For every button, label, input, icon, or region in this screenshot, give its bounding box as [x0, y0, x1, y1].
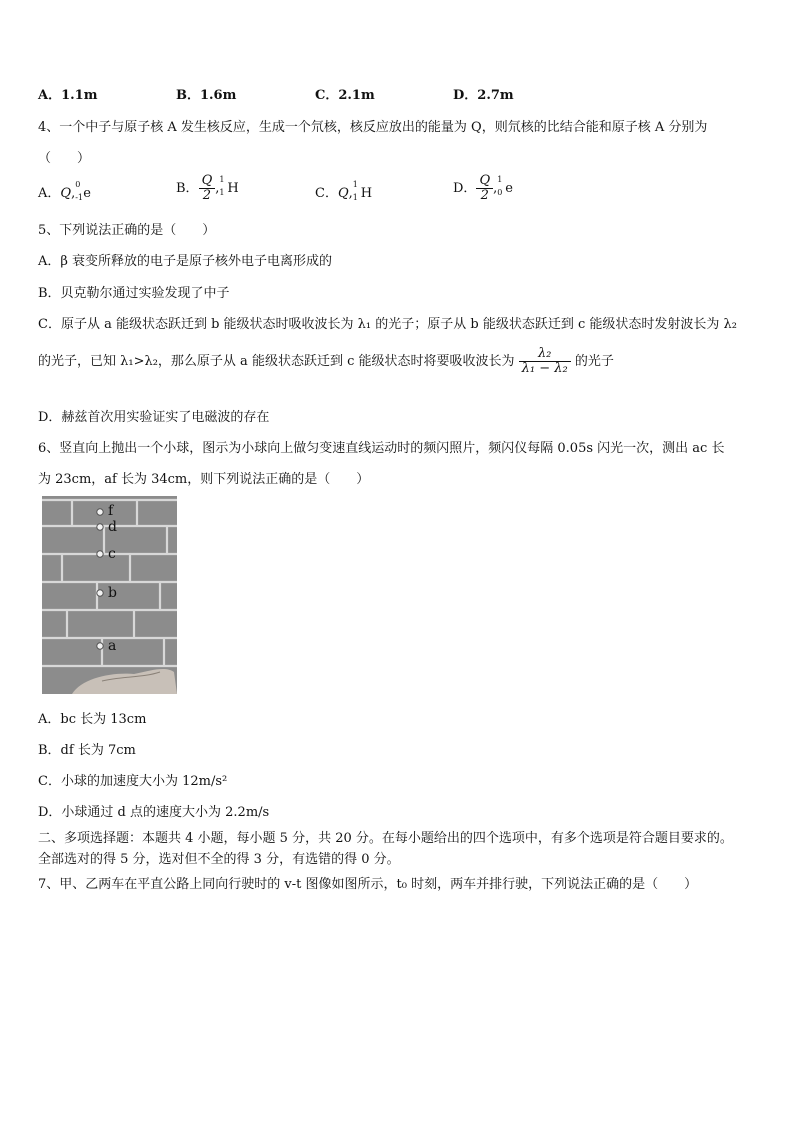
- section2-line1: 二、多项选择题：本题共 4 小题，每小题 5 分，共 20 分。在每小题给出的四个选项中，有多个选项是符合题目要求的。: [38, 831, 733, 846]
- q5-option-b: B．贝克勒尔通过实验发现了中子: [38, 286, 230, 301]
- proton-symbol: 1 1 H: [219, 175, 239, 197]
- point-label-d: d: [108, 519, 117, 535]
- q4-option-c: C．Q, 1 1 H: [315, 180, 373, 202]
- q4-option-d: D． $\frac{Q}{2}$ , 1 0 e: [453, 173, 513, 203]
- q4-stem: 4、一个中子与原子核 A 发生核反应，生成一个氘核，核反应放出的能量为 Q，则氘核的比结合能和原子核 A 分别为: [38, 120, 708, 135]
- q6-option-a: A．bc 长为 13cm: [38, 712, 147, 727]
- q5-option-c-line1: C．原子从 a 能级状态跃迁到 b 能级状态时吸收波长为 λ₁ 的光子；原子从 b 能级状态跃迁到 c 能级状态时发射波长为 λ₂: [38, 317, 737, 332]
- wavelength-fraction: $\frac{\text{λ₂}}{\text{λ₁ − λ₂}}$: [519, 347, 571, 376]
- q4-option-b: B． $\frac{Q}{2}$ , 1 1 H: [176, 173, 239, 203]
- q5-option-d: D．赫兹首次用实验证实了电磁波的存在: [38, 410, 270, 425]
- q6-option-b: B．df 长为 7cm: [38, 743, 136, 758]
- section2-line2: 全部选对的得 5 分，选对但不全的得 3 分，有选错的得 0 分。: [38, 852, 400, 867]
- q4-option-a: A．Q, 0 -1 e: [38, 180, 91, 202]
- q3-option-c: C．2.1m: [315, 88, 375, 103]
- q3-option-d: D．2.7m: [453, 88, 514, 103]
- q5-option-c-line2: 的光子，已知 λ₁>λ₂，那么原子从 a 能级状态跃迁到 c 能级状态时将要吸收波长为 $\frac{\text{λ₂}}{\text{λ₁ − λ₂}}$ 的光子: [38, 346, 614, 376]
- q3-option-b: B．1.6m: [176, 88, 237, 103]
- q3-options: [38, 84, 758, 102]
- q5-option-a: A．β 衰变所释放的电子是原子核外电子电离形成的: [38, 254, 333, 269]
- q6-option-c: C．小球的加速度大小为 12m/s²: [38, 774, 228, 789]
- strobe-photo: [42, 496, 177, 694]
- q-over-2-fraction: $\frac{Q}{2}$: [199, 174, 216, 203]
- q-over-2-fraction: $\frac{Q}{2}$: [476, 174, 493, 203]
- electron-symbol: 0 -1 e: [75, 180, 91, 202]
- q4-blank: （ ）: [38, 151, 91, 166]
- q4-options: [38, 174, 758, 208]
- point-label-f: f: [108, 503, 114, 519]
- q7-stem: 7、甲、乙两车在平直公路上同向行驶时的 v-t 图像如图所示，t₀ 时刻，两车并排行驶，下列说法正确的是（ ）: [38, 877, 698, 892]
- q6-option-d: D．小球通过 d 点的速度大小为 2.2m/s: [38, 805, 270, 820]
- point-label-c: c: [108, 546, 116, 562]
- point-label-b: b: [108, 585, 117, 601]
- q5-stem: 5、下列说法正确的是（ ）: [38, 223, 216, 238]
- q6-stem-line1: 6、竖直向上抛出一个小球，图示为小球向上做匀变速直线运动时的频闪照片，频闪仪每隔 0.05s 闪光一次，测出 ac 长: [38, 441, 725, 456]
- q3-option-a: A．1.1m: [38, 88, 98, 103]
- q6-stem-line2: 为 23cm，af 长为 34cm，则下列说法正确的是（ ）: [38, 472, 370, 487]
- point-label-a: a: [108, 638, 117, 654]
- proton-symbol: 1 1 H: [352, 180, 373, 202]
- neutron-symbol: 1 0 e: [497, 175, 513, 197]
